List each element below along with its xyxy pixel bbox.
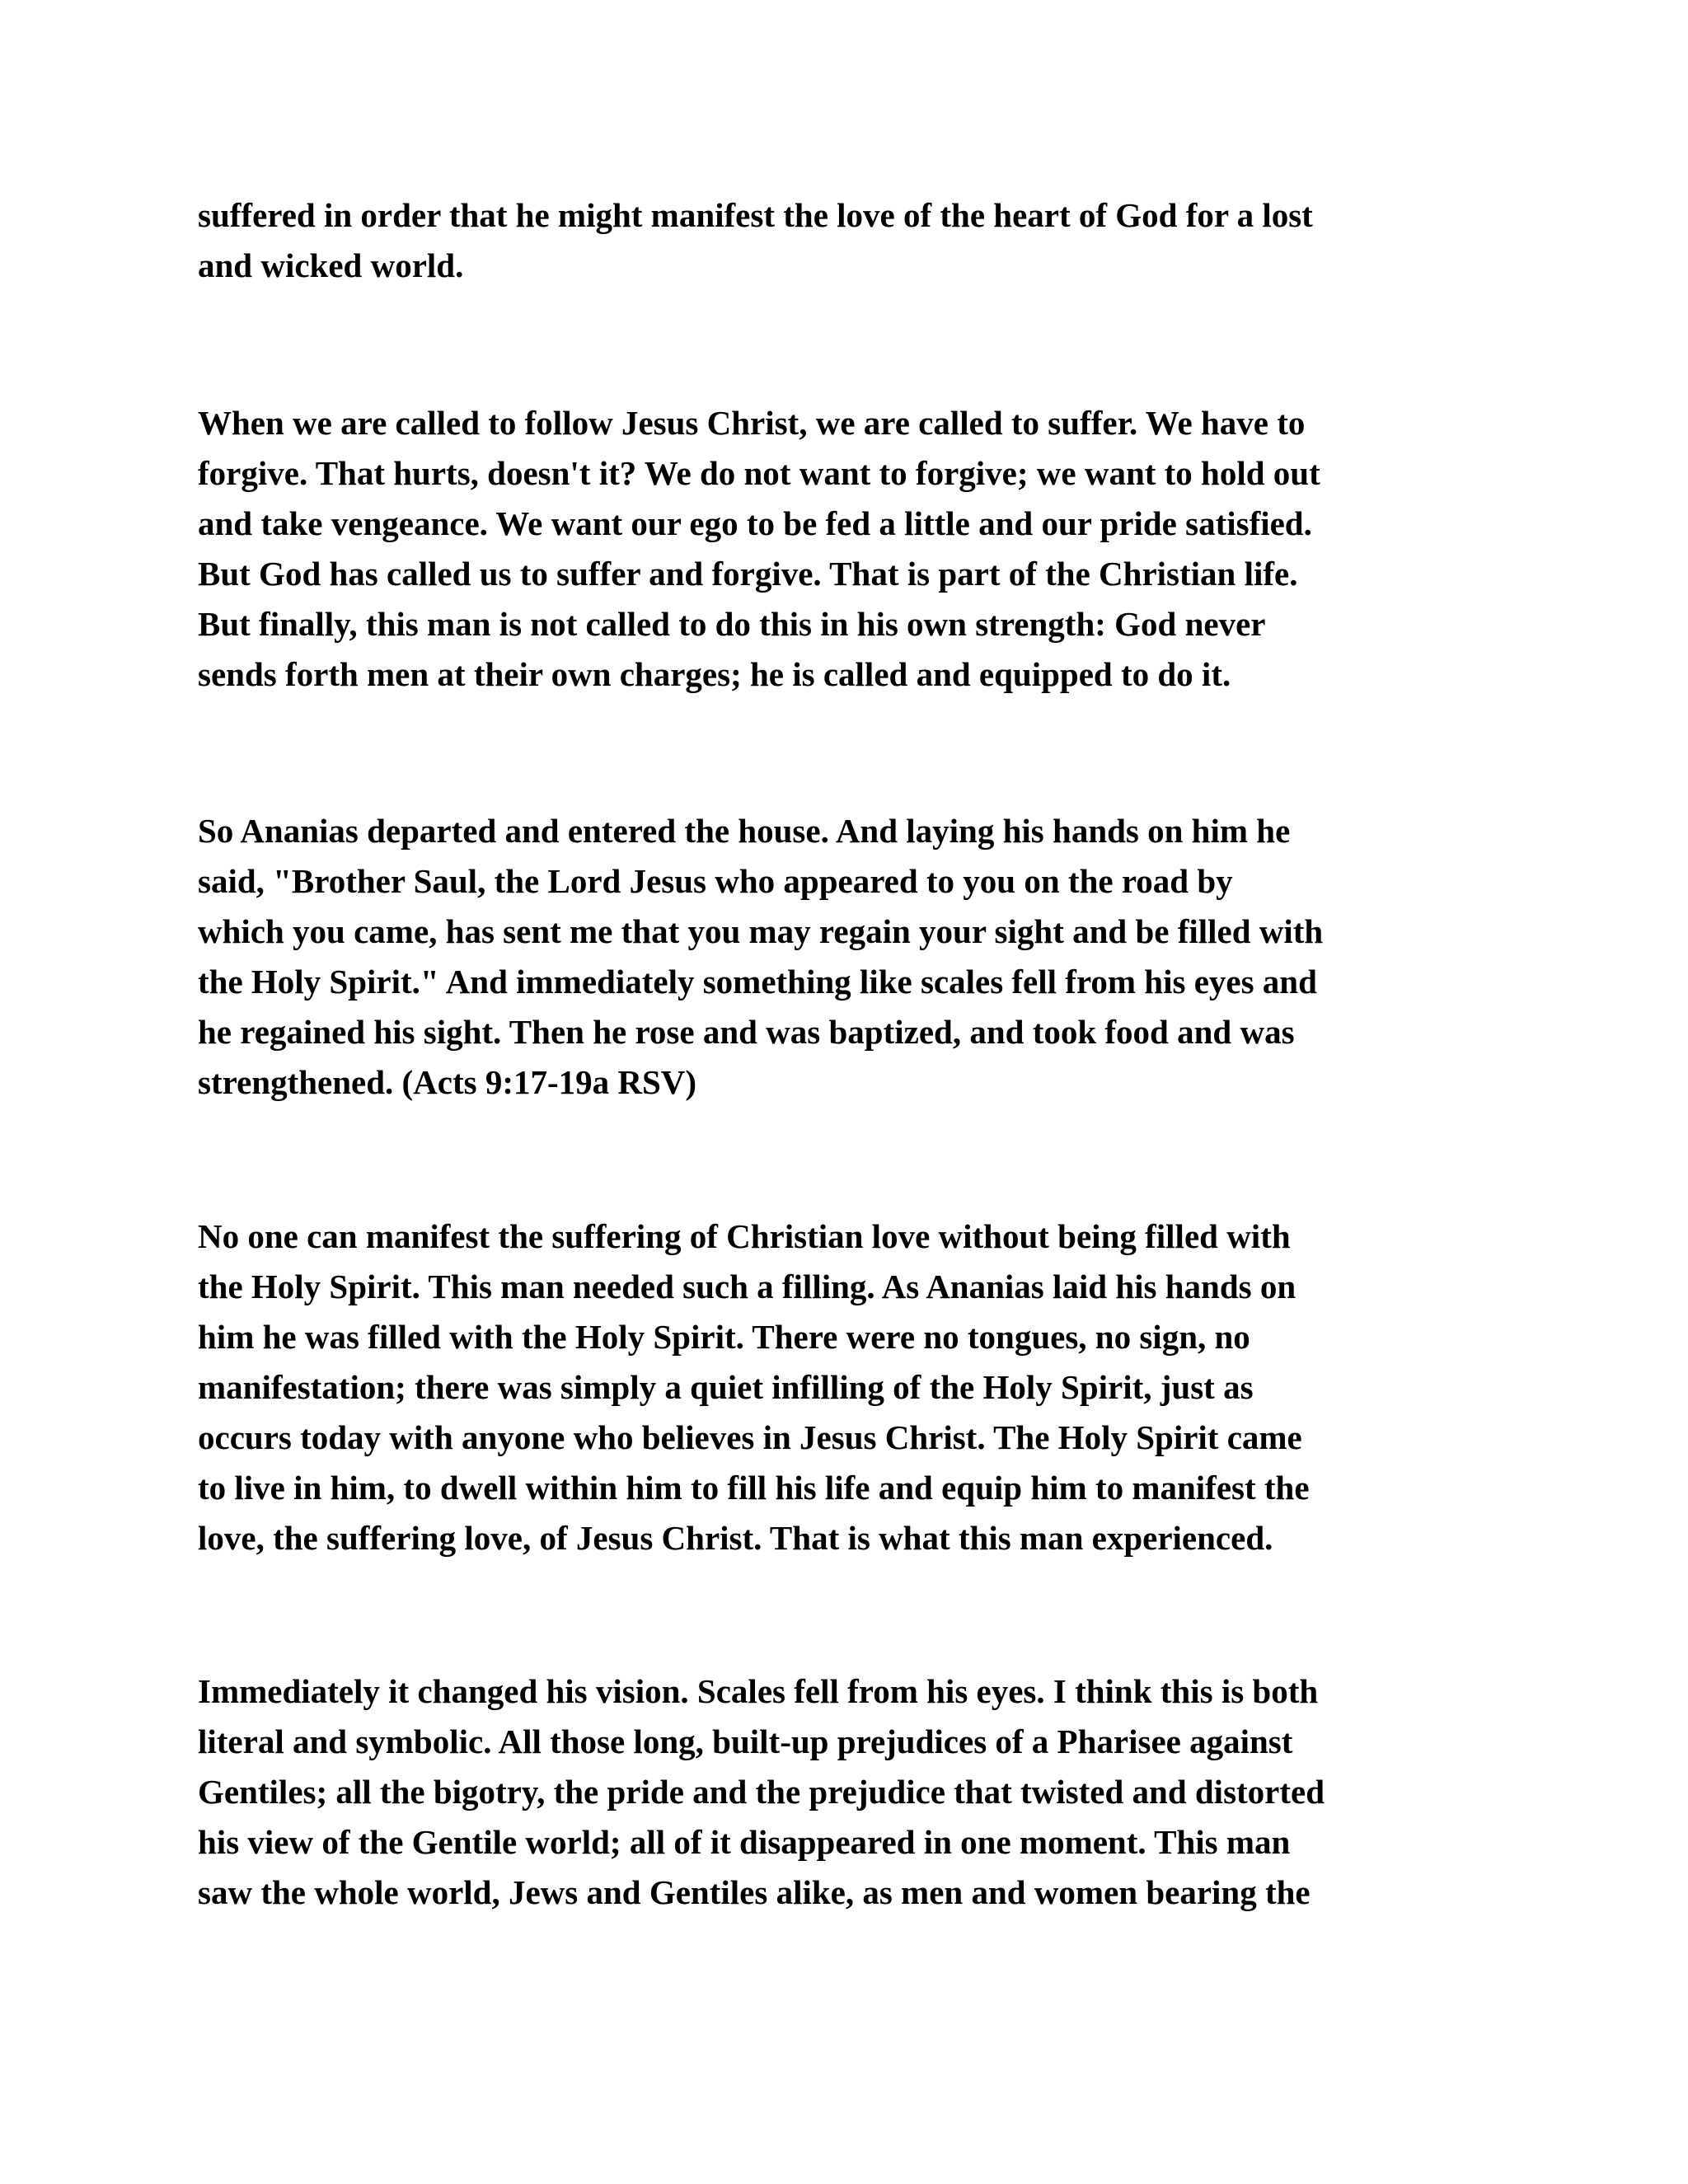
text-line: literal and symbolic. All those long, built-up prejudices of a Pharisee against	[198, 1722, 1293, 1760]
text-line: No one can manifest the suffering of Christian love without being filled with	[198, 1217, 1291, 1255]
text-line: said, "Brother Saul, the Lord Jesus who appeared to you on the road by	[198, 862, 1233, 900]
text-line: saw the whole world, Jews and Gentiles alike, as men and women bearing the	[198, 1873, 1311, 1911]
text-line: the Holy Spirit. This man needed such a filling. As Ananias laid his hands on	[198, 1268, 1296, 1305]
paragraph	[198, 190, 1500, 291]
text-line: him he was filled with the Holy Spirit. There were no tongues, no sign, no	[198, 1318, 1250, 1356]
paragraph	[198, 1212, 1500, 1563]
text-line: Gentiles; all the bigotry, the pride and the prejudice that twisted and distorted	[198, 1773, 1325, 1811]
text-line: manifestation; there was simply a quiet infilling of the Holy Spirit, just as	[198, 1368, 1254, 1406]
paragraph	[198, 1666, 1500, 1918]
text-line: But God has called us to suffer and forgive. That is part of the Christian life.	[198, 555, 1298, 593]
text-line: Immediately it changed his vision. Scales fell from his eyes. I think this is both	[198, 1672, 1319, 1710]
text-line: strengthened. (Acts 9:17-19a RSV)	[198, 1063, 697, 1101]
text-line: which you came, has sent me that you may regain your sight and be filled with	[198, 912, 1324, 950]
text-line: sends forth men at their own charges; he is called and equipped to do it.	[198, 655, 1231, 693]
paragraph	[198, 398, 1500, 700]
text-line: But finally, this man is not called to do this in his own strength: God never	[198, 605, 1266, 643]
text-line: occurs today with anyone who believes in Jesus Christ. The Holy Spirit came	[198, 1418, 1302, 1456]
text-line: and take vengeance. We want our ego to be fed a little and our pride satisfied.	[198, 504, 1312, 542]
text-line: forgive. That hurts, doesn't it? We do not want to forgive; we want to hold out	[198, 454, 1320, 492]
text-line: suffered in order that he might manifest the love of the heart of God for a lost	[198, 196, 1313, 234]
paragraph	[198, 806, 1500, 1108]
text-line: his view of the Gentile world; all of it disappeared in one moment. This man	[198, 1823, 1291, 1861]
text-line: and wicked world.	[198, 246, 464, 284]
text-line: to live in him, to dwell within him to fill his life and equip him to manifest the	[198, 1469, 1310, 1507]
text-line: When we are called to follow Jesus Christ, we are called to suffer. We have to	[198, 404, 1306, 442]
text-line: he regained his sight. Then he rose and was baptized, and took food and was	[198, 1013, 1295, 1051]
text-line: love, the suffering love, of Jesus Christ. That is what this man experienced.	[198, 1519, 1273, 1557]
text-line: So Ananias departed and entered the house. And laying his hands on him he	[198, 812, 1291, 850]
text-line: the Holy Spirit." And immediately something like scales fell from his eyes and	[198, 963, 1317, 1001]
